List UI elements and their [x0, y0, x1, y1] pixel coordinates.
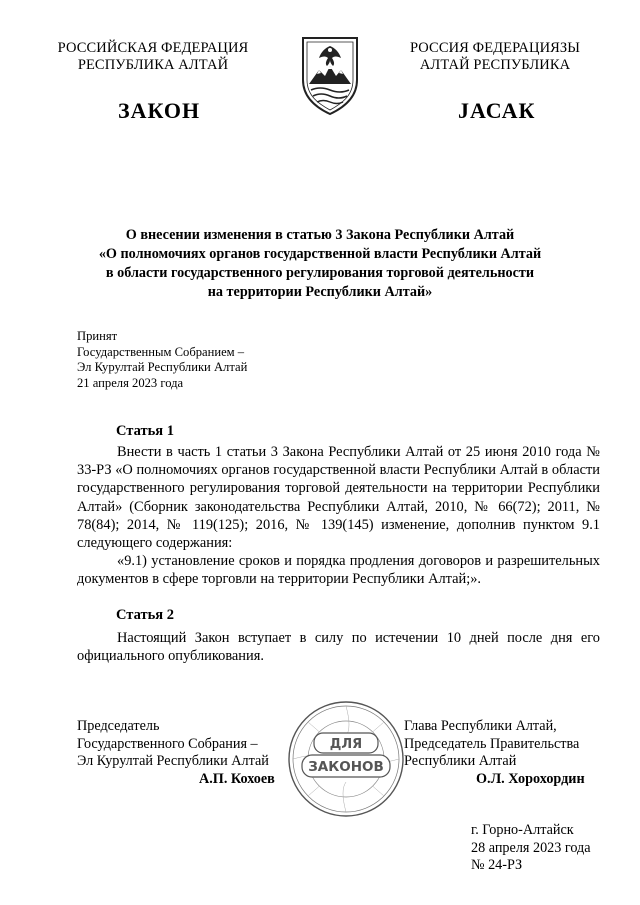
- article1-text: Внести в часть 1 статьи 3 Закона Республики Алтай от 25 июня 2010 года № 33-РЗ «О полномочиях органов государственной власти Республики Алтай в области государственного регулирования торговой деятельности на территории Республики Алтай» (Сборник законодательства Республики Алтай, 2010, № 66(72); 2011, № 78(84); 2014, № 119(125); 2016, № 139(145) изменение, дополнив пунктом 9.1 следующего содержания:: [77, 444, 600, 552]
- stamp-line2: ЗАКОНОВ: [308, 759, 384, 775]
- header-right-line1: РОССИЯ ФЕДЕРАЦИЯЗЫ: [409, 40, 581, 56]
- coat-of-arms-emblem: [299, 36, 361, 116]
- title-zakon: ЗАКОН: [118, 98, 201, 123]
- signature-right: [404, 718, 579, 771]
- footer-block: [471, 822, 591, 875]
- header-right: [395, 40, 595, 74]
- article1-quote: «9.1) установление сроков и порядка продления договоров и разрешительных документов в сфере торговли на территории Республики Алтай;».: [77, 553, 600, 588]
- document-title-line3: в области государственного регулирования торговой деятельности: [105, 265, 535, 281]
- adopted-block: [77, 329, 247, 391]
- signature-right-name: О.Л. Хорохордин: [476, 771, 585, 787]
- signature-left-line3: Эл Курултай Республики Алтай: [77, 753, 269, 769]
- signature-right-line2: Председатель Правительства: [404, 735, 580, 752]
- footer-number: № 24-РЗ: [471, 857, 523, 873]
- signature-right-line1: Глава Республики Алтай,: [404, 718, 557, 734]
- article1-heading: Статья 1: [116, 423, 174, 439]
- adopted-line2: Государственным Собранием –: [77, 344, 245, 359]
- stamp-line1: ДЛЯ: [329, 737, 363, 752]
- adopted-line1: Принят: [77, 329, 118, 343]
- signature-left: [77, 718, 269, 771]
- document-title-line4: на территории Республики Алтай»: [207, 284, 433, 300]
- header-left-line2: РЕСПУБЛИКА АЛТАЙ: [77, 57, 229, 73]
- signature-left-name: А.П. Кохоев: [199, 771, 275, 787]
- stamp-seal: [286, 698, 406, 820]
- article1-body: [77, 443, 600, 589]
- article2-text: Настоящий Закон вступает в силу по истечении 10 дней после дня его официального опубликования.: [77, 630, 600, 665]
- signature-right-line3: Республики Алтай: [404, 753, 517, 769]
- footer-place: г. Горно-Алтайск: [471, 822, 574, 838]
- article2-body: [77, 629, 600, 665]
- header-left: [48, 40, 258, 74]
- article2-heading: Статья 2: [116, 607, 174, 623]
- document-title-line2: «О полномочиях органов государственной власти Республики Алтай: [98, 246, 542, 262]
- document-title: [70, 226, 570, 302]
- adopted-line3: Эл Курултай Республики Алтай: [77, 360, 248, 374]
- document-title-line1: О внесении изменения в статью 3 Закона Республики Алтай: [125, 227, 515, 243]
- header-left-line1: РОССИЙСКАЯ ФЕДЕРАЦИЯ: [57, 40, 249, 56]
- signature-left-line1: Председатель: [77, 718, 160, 734]
- adopted-date: 21 апреля 2023 года: [77, 375, 184, 390]
- signature-left-line2: Государственного Собрания –: [77, 735, 258, 752]
- header-right-line2: АЛТАЙ РЕСПУБЛИКА: [419, 57, 571, 73]
- footer-date: 28 апреля 2023 года: [471, 839, 591, 856]
- title-jasak: JАСАК: [458, 98, 536, 123]
